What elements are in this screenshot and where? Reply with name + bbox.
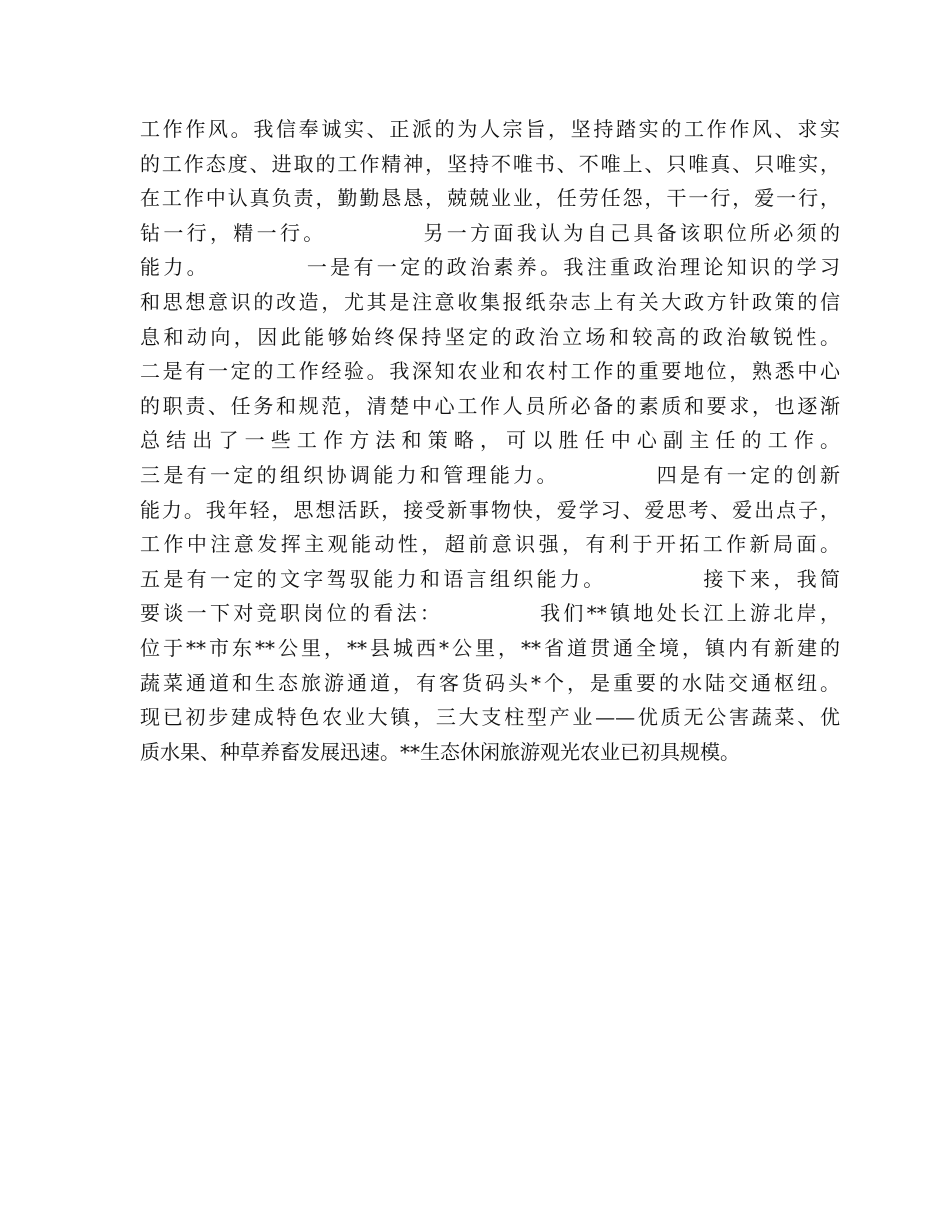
text-line: 二是有一定的工作经验。我深知农业和农村工作的重要地位，熟悉中心 — [140, 359, 840, 384]
text-line: 位于**市东**公里，**县城西*公里，**省道贯通全境，镇内有新建的 — [140, 635, 840, 660]
text-line: 工作作风。我信奉诚实、正派的为人宗旨，坚持踏实的工作作风、求实 — [140, 117, 840, 141]
text-line: 能力。 一是有一定的政治素养。我注重政治理论知识的学习 — [140, 255, 840, 280]
text-line: 的职责、任务和规范，清楚中心工作人员所必备的素质和要求，也逐渐 — [140, 393, 840, 418]
text-line: 和思想意识的改造，尤其是注意收集报纸杂志上有关大政方针政策的信 — [140, 289, 840, 314]
text-line: 总结出了一些工作方法和策略，可以胜任中心副主任的工作。 — [140, 428, 840, 453]
text-line: 工作中注意发挥主观能动性，超前意识强，有利于开拓工作新局面。 — [140, 532, 840, 557]
text-line: 息和动向，因此能够始终保持坚定的政治立场和较高的政治敏锐性。 — [140, 324, 840, 349]
text-line: 现已初步建成特色农业大镇，三大支柱型产业——优质无公害蔬菜、优 — [140, 705, 840, 730]
text-line: 质水果、种草养畜发展迅速。**生态休闲旅游观光农业已初具规模。 — [140, 739, 740, 764]
text-line: 在工作中认真负责，勤勤恳恳，兢兢业业，任劳任怨，干一行，爱一行， — [140, 186, 840, 211]
text-line: 五是有一定的文字驾驭能力和语言组织能力。 接下来，我简 — [140, 566, 840, 591]
text-line: 三是有一定的组织协调能力和管理能力。 四是有一定的创新 — [140, 462, 840, 487]
text-line: 蔬菜通道和生态旅游通道，有客货码头*个，是重要的水陆交通枢纽。 — [140, 670, 840, 695]
text-line: 的工作态度、进取的工作精神，坚持不唯书、不唯上、只唯真、只唯实， — [140, 151, 840, 176]
text-line: 要谈一下对竞职岗位的看法： 我们**镇地处长江上游北岸， — [140, 601, 840, 626]
text-line: 能力。我年轻，思想活跃，接受新事物快，爱学习、爱思考、爱出点子， — [140, 497, 840, 522]
text-line: 钻一行，精一行。 另一方面我认为自己具备该职位所必须的 — [140, 220, 840, 245]
body-text — [140, 112, 840, 769]
